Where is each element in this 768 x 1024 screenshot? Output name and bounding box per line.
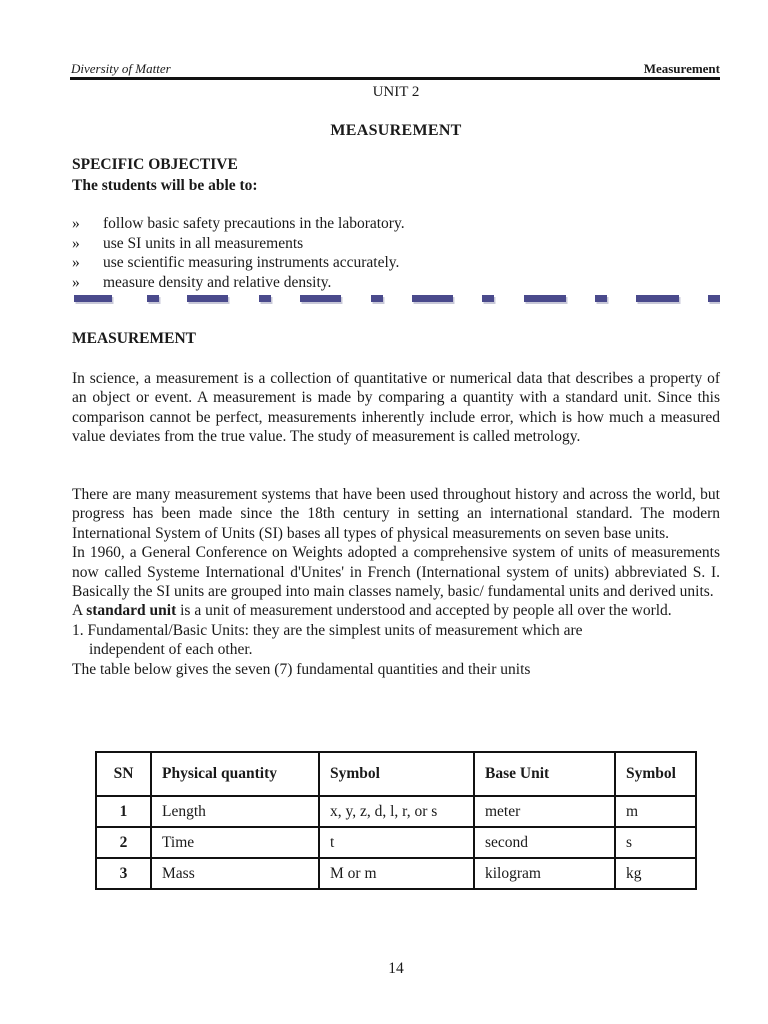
paragraph-text: In science, a measurement is a collection of quantitative or numerical data that describes a property of an object or event. A measurement is made by comparing a quantity with a standard unit. Since this comparison cannot be perfect, measurements inherently include error, which is how much a measured value deviates from the true value. The study of measurement is called metrology. [72, 370, 720, 446]
objective-text: follow basic safety precautions in the laboratory. [103, 215, 405, 232]
paragraph-text: In 1960, a General Conference on Weights adopted a comprehensive system of units of measurements now called Systeme International d'Unites' in French (International system of units) abbreviated S. I. Basically the SI units are grouped into main classes namely, basic/ fundamental units and derived units. [72, 544, 720, 601]
bullet-marker: » [72, 273, 80, 291]
dashed-divider [74, 294, 720, 306]
table-cell: second [474, 827, 615, 858]
table-cell: x, y, z, d, l, r, or s [319, 796, 474, 827]
table-row [96, 827, 696, 858]
page-title: MEASUREMENT [330, 122, 462, 139]
table-cell: M or m [319, 858, 474, 889]
table-cell: meter [474, 796, 615, 827]
running-header-left: Diversity of Matter [71, 61, 171, 76]
header-rule [70, 77, 720, 80]
table-cell: Length [151, 796, 319, 827]
table-cell: t [319, 827, 474, 858]
list-item-line: 1. Fundamental/Basic Units: they are the simplest units of measurement which are [72, 621, 583, 639]
bullet-marker: » [72, 234, 80, 252]
divider-dot [595, 295, 607, 302]
divider-dash [524, 295, 566, 302]
divider-dash [636, 295, 679, 302]
paragraph-text: There are many measurement systems that have been used throughout history and across the world, but progress has been made since the 18th century in setting an international standard. The modern International System of Units (SI) bases all types of physical measurements on seven base units. [72, 486, 720, 542]
body-paragraph [72, 369, 720, 447]
objective-text: use scientific measuring instruments accurately. [103, 254, 400, 271]
section-heading: MEASUREMENT [72, 330, 197, 347]
objective-item [72, 214, 405, 234]
column-header: Symbol [615, 752, 696, 796]
divider-dash [300, 295, 341, 302]
column-header: SN [96, 752, 151, 796]
divider-dot [147, 295, 159, 302]
unit-label: UNIT 2 [372, 84, 420, 100]
divider-dot [708, 295, 720, 302]
objective-text: use SI units in all measurements [103, 234, 304, 252]
table-cell: s [615, 827, 696, 858]
table-row [96, 796, 696, 827]
table-cell: Mass [151, 858, 319, 889]
objective-heading: SPECIFIC OBJECTIVE [72, 156, 238, 173]
fundamental-units-table [95, 751, 697, 890]
divider-dash [412, 295, 453, 302]
column-header: Symbol [319, 752, 474, 796]
bold-term: standard unit [86, 602, 177, 620]
body-block [72, 485, 720, 679]
running-header-right: Measurement [643, 61, 720, 76]
objective-item [72, 253, 405, 273]
table-row [96, 858, 696, 889]
table-header-row [96, 752, 696, 796]
table-intro: The table below gives the seven (7) fundamental quantities and their units [72, 660, 531, 678]
table-cell: 2 [96, 827, 151, 858]
divider-dot [371, 295, 383, 302]
bullet-marker: » [72, 215, 80, 232]
objective-list [72, 214, 405, 292]
column-header: Physical quantity [151, 752, 319, 796]
objective-item [72, 273, 405, 293]
objective-text: measure density and relative density. [103, 273, 332, 291]
list-item-continuation: independent of each other. [89, 641, 253, 659]
divider-dash [74, 295, 112, 302]
table-cell: kg [615, 858, 696, 889]
column-header: Base Unit [474, 752, 615, 796]
divider-dash [187, 295, 228, 302]
divider-dot [259, 295, 271, 302]
table-cell: m [615, 796, 696, 827]
bullet-marker: » [72, 254, 80, 271]
objective-item [72, 234, 405, 254]
table-cell: Time [151, 827, 319, 858]
standard-unit-definition: A standard unit is a unit of measurement understood and accepted by people all over the world. [72, 602, 672, 620]
table-cell: kilogram [474, 858, 615, 889]
table-cell: 3 [96, 858, 151, 889]
objective-subheading: The students will be able to: [72, 177, 258, 194]
divider-dot [482, 295, 494, 302]
table-cell: 1 [96, 796, 151, 827]
page-number: 14 [388, 960, 404, 977]
